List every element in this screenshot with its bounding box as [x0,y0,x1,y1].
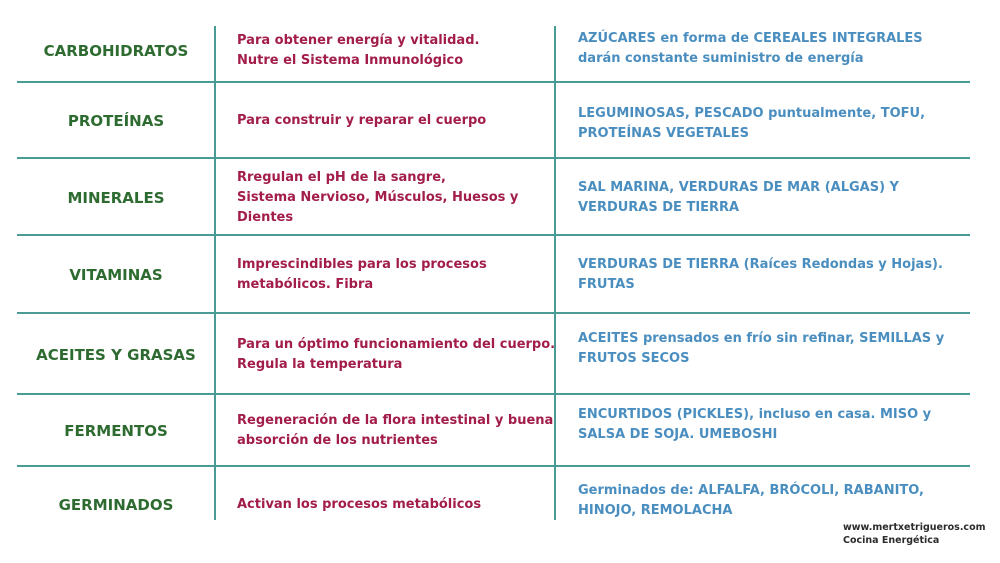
nutrient-purpose: Para construir y reparar el cuerpo [237,113,487,128]
table-row [17,314,970,395]
nutrient-sources: ENCURTIDOS (PICKLES), incluso en casa. MISO y SALSA DE SOJA. UMEBOSHI [578,407,932,442]
nutrient-name: ACEITES Y GRASAS [36,345,196,364]
nutrient-purpose: Para obtener energía y vitalidad. Nutre el Sistema Inmunológico [237,32,480,68]
credit-name: Cocina Energética [843,535,940,546]
nutrient-name: GERMINADOS [58,495,174,514]
table-row [17,467,970,542]
nutrient-name: PROTEÍNAS [67,112,165,130]
nutrient-purpose: Regeneración de la flora intestinal y buena absorción de los nutrientes [237,413,554,448]
table-row [17,236,970,314]
nutrient-name: CARBOHIDRATOS [43,41,189,60]
credit-url[interactable]: www.mertxetrigueros.com [843,522,986,533]
credit [843,521,986,547]
nutrient-sources: ACEITES prensados en frío sin refinar, SEMILLAS y FRUTOS SECOS [578,331,945,366]
nutrient-name: MINERALES [67,188,165,207]
table-row [17,18,970,83]
nutrient-purpose: Imprescindibles para los procesos metabólicos. Fibra [237,257,487,292]
nutrient-name: VITAMINAS [69,266,163,284]
nutrient-sources: VERDURAS DE TIERRA (Raíces Redondas y Hojas). FRUTAS [578,257,943,292]
nutrient-purpose: Para un óptimo funcionamiento del cuerpo. Regula la temperatura [237,336,556,372]
nutrient-purpose: Activan los procesos metabólicos [237,496,482,512]
table-row [17,159,970,236]
table-row [17,83,970,159]
nutrient-sources: SAL MARINA, VERDURAS DE MAR (ALGAS) Y VERDURAS DE TIERRA [578,180,899,215]
nutrient-purpose: Rregulan el pH de la sangre, Sistema Nervioso, Músculos, Huesos y Dientes [237,169,519,225]
nutrient-sources: AZÚCARES en forma de CEREALES INTEGRALES darán constante suministro de energía [578,31,923,66]
nutrient-sources: Germinados de: ALFALFA, BRÓCOLI, RABANITO, HINOJO, REMOLACHA [578,483,924,518]
nutrient-name: FERMENTOS [64,422,168,440]
nutrient-sources: LEGUMINOSAS, PESCADO puntualmente, TOFU, PROTEÍNAS VEGETALES [578,106,926,141]
table-row [17,395,970,467]
